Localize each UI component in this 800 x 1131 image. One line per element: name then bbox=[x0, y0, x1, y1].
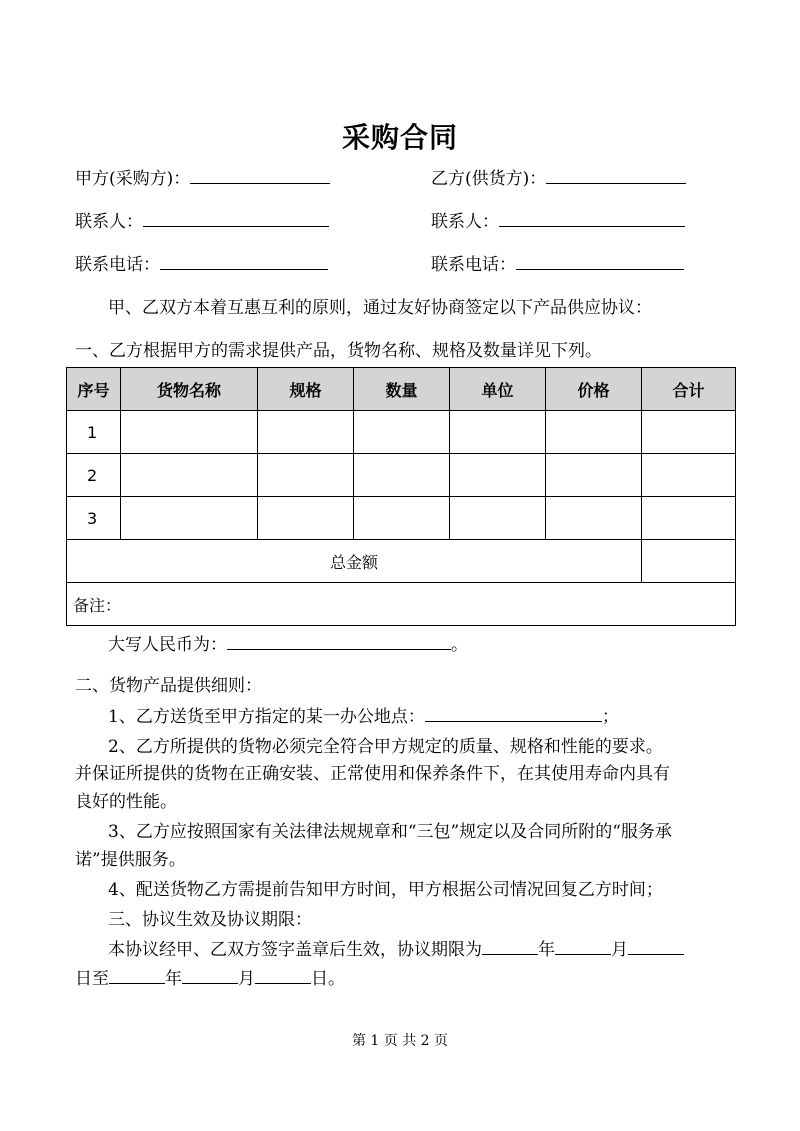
cell-unit[interactable] bbox=[450, 454, 546, 497]
party-b-row bbox=[431, 167, 686, 191]
party-b-contact-row bbox=[431, 210, 685, 234]
section-3-heading: 三、协议生效及协议期限： bbox=[108, 910, 312, 930]
cell-goods-name[interactable] bbox=[121, 454, 258, 497]
year-label-2: 年 bbox=[165, 969, 182, 989]
end-year-blank[interactable] bbox=[109, 967, 165, 984]
day-to-label: 日至 bbox=[75, 969, 109, 989]
item-1-text: 1、乙方送货至甲方指定的某一办公地点： bbox=[108, 707, 425, 727]
item-4-text: 4、配送货物乙方需提前告知甲方时间，甲方根据公司情况回复乙方时间； bbox=[108, 880, 663, 900]
party-b-label: 乙方(供货方)： bbox=[431, 169, 547, 189]
party-a-blank[interactable] bbox=[190, 167, 330, 184]
item-1-row bbox=[108, 705, 619, 729]
item-2-line-3: 良好的性能。 bbox=[75, 792, 177, 812]
cell-quantity[interactable] bbox=[354, 497, 450, 540]
item-2-line-2: 并保证所提供的货物在正确安装、正常使用和保养条件下，在其使用寿命内具有 bbox=[75, 764, 670, 784]
start-year-blank[interactable] bbox=[482, 938, 538, 955]
total-amount-cell[interactable] bbox=[642, 540, 736, 583]
cell-goods-name[interactable] bbox=[121, 497, 258, 540]
party-b-phone-label: 联系电话： bbox=[431, 255, 516, 275]
total-label: 总金额 bbox=[67, 540, 642, 583]
party-a-contact-blank[interactable] bbox=[143, 210, 329, 227]
party-a-label: 甲方(采购方)： bbox=[75, 169, 191, 189]
header-serial: 序号 bbox=[67, 368, 121, 411]
term-text: 本协议经甲、乙双方签字盖章后生效，协议期限为 bbox=[108, 940, 482, 960]
section-1-heading: 一、乙方根据甲方的需求提供产品，货物名称、规格及数量详见下列。 bbox=[75, 341, 602, 361]
remark-label[interactable]: 备注： bbox=[67, 583, 736, 626]
party-a-phone-label: 联系电话： bbox=[75, 255, 160, 275]
cell-spec[interactable] bbox=[258, 497, 354, 540]
cell-spec[interactable] bbox=[258, 411, 354, 454]
amount-label: 大写人民币为： bbox=[108, 635, 227, 655]
header-goods-name: 货物名称 bbox=[121, 368, 258, 411]
party-b-contact-label: 联系人： bbox=[431, 212, 499, 232]
table-row bbox=[67, 411, 736, 454]
cell-price[interactable] bbox=[546, 497, 642, 540]
header-quantity: 数量 bbox=[354, 368, 450, 411]
cell-subtotal[interactable] bbox=[642, 497, 736, 540]
term-row-2 bbox=[75, 967, 345, 991]
cell-subtotal[interactable] bbox=[642, 411, 736, 454]
row-number: 3 bbox=[67, 497, 121, 540]
cell-quantity[interactable] bbox=[354, 411, 450, 454]
header-price: 价格 bbox=[546, 368, 642, 411]
party-b-phone-blank[interactable] bbox=[516, 253, 684, 270]
header-subtotal: 合计 bbox=[642, 368, 736, 411]
total-row bbox=[67, 540, 736, 583]
row-number: 2 bbox=[67, 454, 121, 497]
amount-in-words-row bbox=[108, 633, 468, 657]
party-a-row bbox=[75, 167, 330, 191]
month-label: 月 bbox=[611, 940, 628, 960]
header-spec: 规格 bbox=[258, 368, 354, 411]
table-row bbox=[67, 454, 736, 497]
item-3-line-2: 诺”提供服务。 bbox=[75, 850, 186, 870]
amount-blank[interactable] bbox=[227, 633, 451, 650]
year-label: 年 bbox=[538, 940, 555, 960]
party-b-contact-blank[interactable] bbox=[499, 210, 685, 227]
cell-subtotal[interactable] bbox=[642, 454, 736, 497]
cell-price[interactable] bbox=[546, 454, 642, 497]
item-3-line-1: 3、乙方应按照国家有关法律法规规章和“三包”规定以及合同所附的“服务承 bbox=[108, 822, 672, 842]
party-b-phone-row bbox=[431, 253, 684, 277]
item-1-end: ； bbox=[601, 707, 619, 727]
start-month-blank[interactable] bbox=[555, 938, 611, 955]
term-row-1 bbox=[108, 938, 684, 962]
remark-row bbox=[67, 583, 736, 626]
page-footer: 第 1 页 共 2 页 bbox=[351, 1033, 449, 1049]
party-a-contact-label: 联系人： bbox=[75, 212, 143, 232]
party-b-blank[interactable] bbox=[546, 167, 686, 184]
cell-spec[interactable] bbox=[258, 454, 354, 497]
end-day-blank[interactable] bbox=[255, 967, 311, 984]
cell-goods-name[interactable] bbox=[121, 411, 258, 454]
intro-text: 甲、乙双方本着互惠互利的原则，通过友好协商签定以下产品供应协议： bbox=[108, 298, 652, 318]
amount-end: 。 bbox=[451, 635, 468, 655]
day-end-label: 日。 bbox=[311, 969, 345, 989]
start-day-blank[interactable] bbox=[628, 938, 684, 955]
month-label-2: 月 bbox=[238, 969, 255, 989]
cell-unit[interactable] bbox=[450, 497, 546, 540]
cell-price[interactable] bbox=[546, 411, 642, 454]
page-title: 采购合同 bbox=[341, 121, 458, 154]
party-a-phone-blank[interactable] bbox=[160, 253, 328, 270]
table-header-row bbox=[67, 368, 736, 411]
cell-unit[interactable] bbox=[450, 411, 546, 454]
delivery-location-blank[interactable] bbox=[425, 705, 602, 722]
cell-quantity[interactable] bbox=[354, 454, 450, 497]
item-2-line-1: 2、乙方所提供的货物必须完全符合甲方规定的质量、规格和性能的要求。 bbox=[108, 737, 663, 757]
party-a-phone-row bbox=[75, 253, 328, 277]
goods-table bbox=[66, 367, 736, 626]
header-unit: 单位 bbox=[450, 368, 546, 411]
end-month-blank[interactable] bbox=[182, 967, 238, 984]
party-a-contact-row bbox=[75, 210, 329, 234]
row-number: 1 bbox=[67, 411, 121, 454]
section-2-heading: 二、货物产品提供细则： bbox=[75, 676, 262, 696]
table-row bbox=[67, 497, 736, 540]
